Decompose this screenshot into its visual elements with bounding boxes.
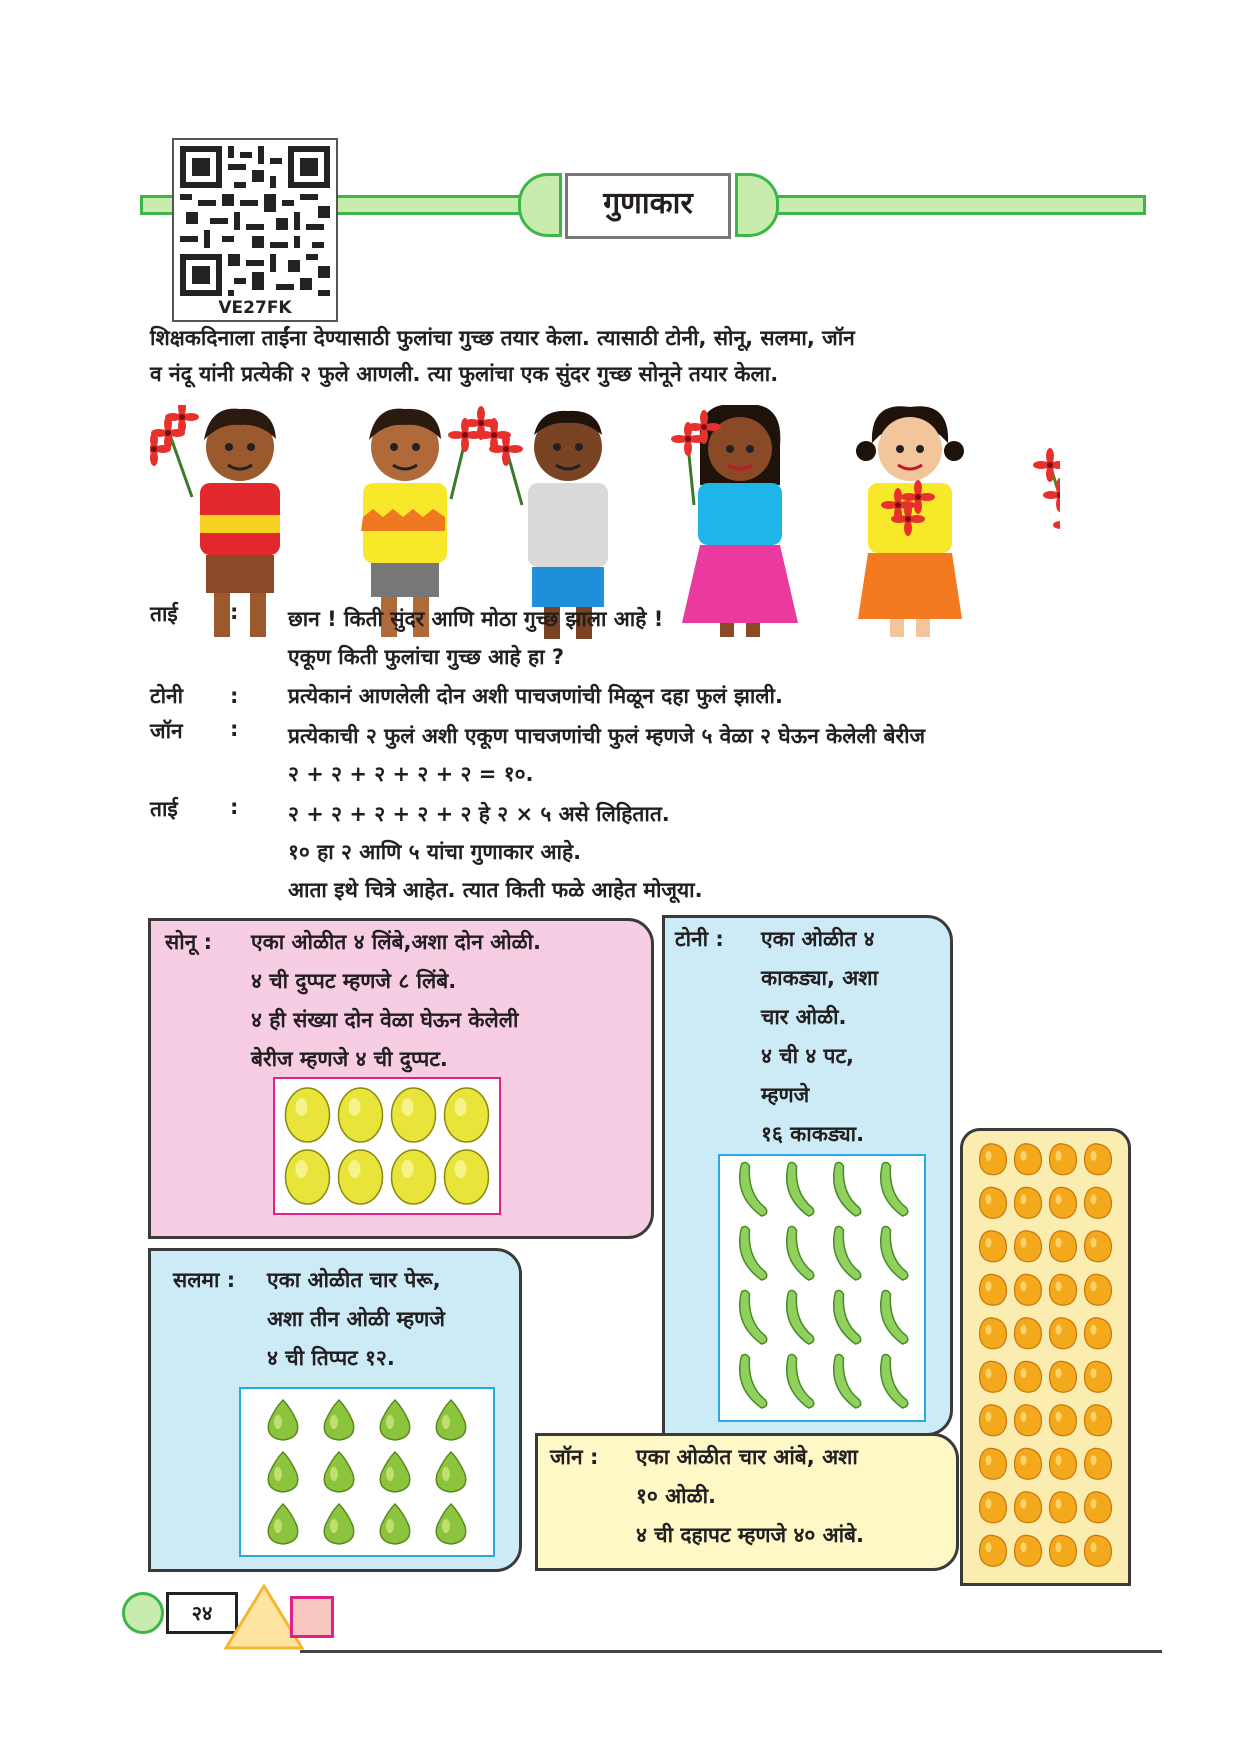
dialogue-line: एकूण किती फुलांचा गुच्छ आहे हा ?	[288, 645, 565, 669]
speaker-colon: :	[230, 600, 239, 624]
guava-icon	[380, 1504, 409, 1544]
dialogue-line: आता इथे चित्रे आहेत. त्यात किती फळे आहेत मोजूया.	[288, 878, 703, 902]
mango-icon	[1085, 1492, 1112, 1523]
page-title: गुणाकार	[565, 173, 731, 239]
qr-code-label: VE27FK	[218, 298, 292, 318]
mango-icon	[1050, 1144, 1077, 1175]
box-line: १० ओळी.	[636, 1484, 717, 1508]
mango-icon	[1085, 1535, 1112, 1566]
dialogue-line: १० हा २ आणि ५ यांचा गुणाकार आहे.	[288, 840, 582, 864]
speaker-colon: :	[230, 717, 239, 741]
toni-box	[662, 915, 953, 1436]
mango-icon	[980, 1405, 1007, 1436]
mango-icon	[1015, 1144, 1042, 1175]
dialogue-line: २ + २ + २ + २ + २ = १०.	[288, 762, 534, 786]
mango-icon	[980, 1318, 1007, 1349]
dialogue-line: छान ! किती सुंदर आणि मोठा गुच्छ झाला आहे !	[288, 607, 664, 631]
lemon-icon	[339, 1088, 383, 1142]
mango-grid	[963, 1131, 1128, 1583]
mango-icon	[1085, 1144, 1112, 1175]
guava-icon	[268, 1400, 297, 1440]
mango-icon	[980, 1231, 1007, 1262]
john-speaker: जॉन :	[550, 1445, 599, 1469]
mango-icon	[1015, 1535, 1042, 1566]
mango-icon	[1050, 1448, 1077, 1479]
cucumber-icon	[834, 1226, 861, 1280]
dialogue-turn-tai-1	[150, 600, 1150, 676]
header-cap-right	[735, 173, 779, 237]
box-line: एका ओळीत चार आंबे, अशा	[636, 1445, 858, 1469]
header-cap-left	[518, 173, 562, 237]
cucumber-icon	[787, 1354, 814, 1408]
sonu-text	[251, 923, 541, 1079]
mango-icon	[1050, 1492, 1077, 1523]
cucumber-icon	[834, 1162, 861, 1216]
guava-grid	[241, 1389, 493, 1555]
box-line: ४ ची दुप्पट म्हणजे ८ लिंबे.	[251, 969, 457, 993]
mango-icon	[1050, 1318, 1077, 1349]
cucumber-icon	[740, 1162, 767, 1216]
speaker-label: ताई	[150, 797, 178, 821]
lemon-icon	[339, 1150, 383, 1204]
cucumber-grid	[720, 1156, 924, 1420]
mango-icon	[1015, 1361, 1042, 1392]
mango-icon	[980, 1448, 1007, 1479]
salma-text	[267, 1261, 445, 1378]
lemon-icon	[445, 1088, 489, 1142]
cucumber-icon	[881, 1290, 908, 1344]
speaker-label: टोनी	[150, 684, 184, 708]
mango-icon	[1085, 1405, 1112, 1436]
john-box	[535, 1433, 959, 1571]
guava-icon	[436, 1400, 465, 1440]
dialogue-line: प्रत्येकाची २ फुलं अशी एकूण पाचजणांची फुलं म्हणजे ५ वेळा २ घेऊन केलेली बेरीज	[288, 724, 926, 748]
box-line: एका ओळीत चार पेरू,	[267, 1268, 441, 1292]
dialogue-turn-toni	[150, 677, 1150, 715]
mango-icon	[1015, 1231, 1042, 1262]
mango-icon	[1050, 1187, 1077, 1218]
guava-icon	[324, 1504, 353, 1544]
dialogue-line: २ + २ + २ + २ + २ हे २ × ५ असे लिहितात.	[288, 802, 670, 826]
box-line: ४ ची दहापट म्हणजे ४० आंबे.	[636, 1523, 865, 1547]
box-line: बेरीज म्हणजे ४ ची दुप्पट.	[251, 1047, 448, 1071]
mango-icon	[1050, 1405, 1077, 1436]
box-line: एका ओळीत ४	[761, 927, 875, 951]
intro-line-2: व नंदू यांनी प्रत्येकी २ फुले आणली. त्या फुलांचा एक सुंदर गुच्छ सोनूने तयार केला.	[150, 362, 779, 386]
box-line: १६ काकड्या.	[761, 1122, 865, 1146]
speaker-label: जॉन	[150, 719, 183, 743]
mango-icon	[980, 1187, 1007, 1218]
lemon-icon	[392, 1088, 436, 1142]
box-line: ४ ची तिप्पट १२.	[267, 1346, 395, 1370]
lemon-icon	[392, 1150, 436, 1204]
mango-icon	[980, 1274, 1007, 1305]
salma-speaker: सलमा :	[173, 1268, 236, 1292]
mango-icon	[1015, 1405, 1042, 1436]
guava-icon	[324, 1400, 353, 1440]
mango-icon	[980, 1535, 1007, 1566]
speaker-colon: :	[230, 684, 239, 708]
guava-frame	[239, 1387, 495, 1557]
john-text	[636, 1438, 864, 1555]
header-bar-right	[772, 195, 1146, 215]
mango-icon	[980, 1492, 1007, 1523]
guava-icon	[436, 1452, 465, 1492]
sonu-speaker: सोनू :	[165, 930, 212, 954]
mango-icon	[1050, 1274, 1077, 1305]
salma-box	[148, 1248, 522, 1572]
box-line: अशा तीन ओळी म्हणजे	[267, 1307, 445, 1331]
dialogue-line: प्रत्येकानं आणलेली दोन अशी पाचजणांची मिळून दहा फुलं झाली.	[288, 684, 783, 708]
mango-icon	[1085, 1318, 1112, 1349]
guava-icon	[268, 1504, 297, 1544]
mango-icon	[980, 1144, 1007, 1175]
lemon-icon	[286, 1150, 330, 1204]
mango-icon	[1050, 1361, 1077, 1392]
cucumber-icon	[787, 1290, 814, 1344]
mango-icon	[1085, 1361, 1112, 1392]
mango-icon	[1015, 1187, 1042, 1218]
cucumber-icon	[787, 1162, 814, 1216]
speaker-label: ताई	[150, 602, 178, 626]
mango-icon	[1085, 1448, 1112, 1479]
dialogue-turn-tai-2	[150, 795, 1150, 909]
mango-icon	[1015, 1318, 1042, 1349]
footer-circle	[122, 1592, 164, 1634]
speaker-colon: :	[230, 795, 239, 819]
mango-icon	[1085, 1187, 1112, 1218]
mango-icon	[1085, 1274, 1112, 1305]
mango-icon	[1015, 1274, 1042, 1305]
toni-speaker: टोनी :	[675, 927, 724, 951]
cucumber-icon	[740, 1226, 767, 1280]
mango-icon	[1050, 1535, 1077, 1566]
page-number: २४	[166, 1592, 238, 1634]
footer-line	[300, 1650, 1162, 1653]
box-line: म्हणजे	[761, 1083, 810, 1107]
mango-icon	[1085, 1231, 1112, 1262]
guava-icon	[268, 1452, 297, 1492]
lemon-grid	[275, 1079, 499, 1213]
box-line: काकड्या, अशा	[761, 966, 879, 990]
cucumber-frame	[718, 1154, 926, 1422]
qr-code[interactable]	[172, 138, 338, 322]
footer-square	[290, 1596, 334, 1638]
guava-icon	[324, 1452, 353, 1492]
sonu-box	[148, 918, 654, 1239]
box-line: एका ओळीत ४ लिंबे,अशा दोन ओळी.	[251, 930, 542, 954]
mango-panel	[960, 1128, 1131, 1586]
box-line: चार ओळी.	[761, 1005, 847, 1029]
toni-text	[761, 920, 941, 1154]
dialogue-turn-john	[150, 717, 1150, 793]
cucumber-icon	[881, 1162, 908, 1216]
cucumber-icon	[834, 1354, 861, 1408]
guava-icon	[380, 1452, 409, 1492]
lemon-icon	[445, 1150, 489, 1204]
guava-icon	[436, 1504, 465, 1544]
box-line: ४ ही संख्या दोन वेळा घेऊन केलेली	[251, 1008, 519, 1032]
qr-code-image	[180, 146, 330, 296]
mango-icon	[1015, 1448, 1042, 1479]
guava-icon	[380, 1400, 409, 1440]
mango-icon	[1050, 1231, 1077, 1262]
box-line: ४ ची ४ पट,	[761, 1044, 855, 1068]
mango-icon	[1015, 1492, 1042, 1523]
cucumber-icon	[881, 1354, 908, 1408]
lemon-icon	[286, 1088, 330, 1142]
mango-icon	[980, 1361, 1007, 1392]
cucumber-icon	[787, 1226, 814, 1280]
cucumber-icon	[740, 1354, 767, 1408]
intro-line-1: शिक्षकदिनाला ताईंना देण्यासाठी फुलांचा गुच्छ तयार केला. त्यासाठी टोनी, सोनू, सलमा, जॉन	[150, 326, 855, 350]
lemon-frame	[273, 1077, 501, 1215]
dialogue	[150, 600, 1150, 909]
cucumber-icon	[881, 1226, 908, 1280]
cucumber-icon	[834, 1290, 861, 1344]
cucumber-icon	[740, 1290, 767, 1344]
